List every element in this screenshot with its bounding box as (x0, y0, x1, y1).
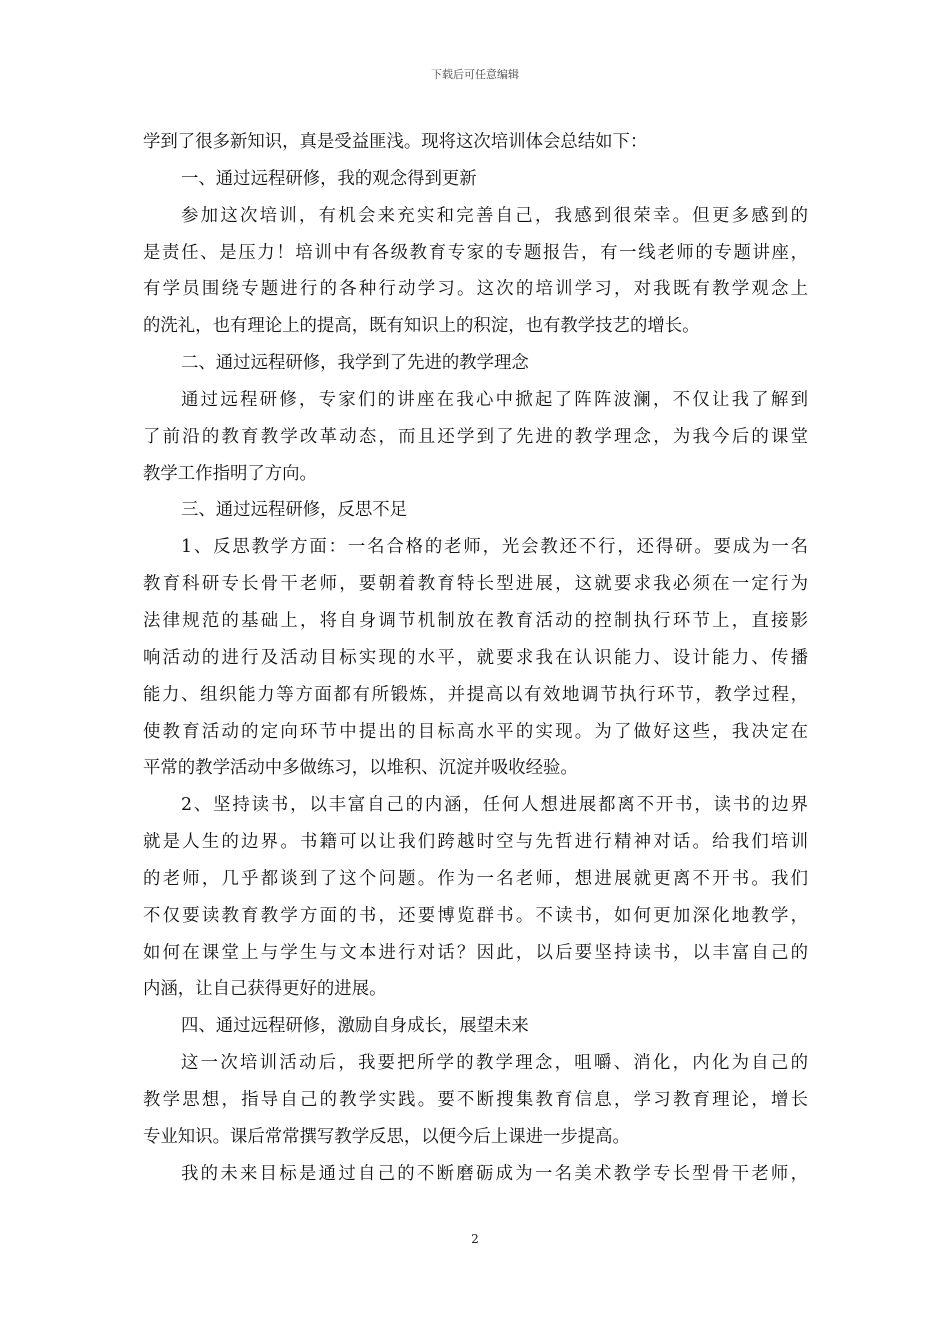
document-body (143, 124, 808, 1192)
text-line: 四、通过远程研修，激励自身成长，展望未来 (181, 1016, 529, 1037)
text-line: 是责任、是压力！培训中有各级教育专家的专题报告，有一线老师的专题讲座， (143, 242, 808, 263)
text-line: 如何在课堂上与学生与文本进行对话？因此，以后要坚持读书，以丰富自己的 (143, 942, 808, 963)
text-line: 响活动的进行及活动目标实现的水平，就要求我在认识能力、设计能力、传播 (143, 647, 808, 668)
text-line: 二、通过远程研修，我学到了先进的教学理念 (181, 353, 529, 374)
text-line: 通过远程研修，专家们的讲座在我心中掀起了阵阵波澜，不仅让我了解到 (181, 389, 808, 410)
text-line: 参加这次培训，有机会来充实和完善自己，我感到很荣幸。但更多感到的 (181, 205, 808, 226)
text-line: 不仅要读教育教学方面的书，还要博览群书。不读书，如何更加深化地教学， (143, 905, 808, 926)
text-line: 了前沿的教育教学改革动态，而且还学到了先进的教学理念，为我今后的课堂 (143, 426, 808, 447)
text-line: 1、反思教学方面：一名合格的老师，光会教还不行，还得研。要成为一名 (181, 537, 808, 558)
text-line: 有学员围绕专题进行的各种行动学习。这次的培训学习，对我既有教学观念上 (143, 279, 808, 300)
text-line: 就是人生的边界。书籍可以让我们跨越时空与先哲进行精神对话。给我们培训 (143, 832, 808, 853)
text-line: 我的未来目标是通过自己的不断磨砺成为一名美术教学专长型骨干老师， (181, 1163, 808, 1184)
text-line: 使教育活动的定向环节中提出的目标高水平的实现。为了做好这些，我决定在 (143, 721, 808, 742)
text-line: 三、通过远程研修，反思不足 (181, 500, 408, 521)
page-header: 下载后可任意编辑 (431, 68, 519, 81)
text-line: 的洗礼，也有理论上的提高，既有知识上的积淀，也有教学技艺的增长。 (143, 316, 700, 337)
text-line: 能力、组织能力等方面都有所锻炼，并提高以有效地调节执行环节，教学过程， (143, 684, 808, 705)
text-line: 这一次培训活动后，我要把所学的教学理念，咀嚼、消化，内化为自己的 (181, 1053, 808, 1074)
text-line: 专业知识。课后常常撰写教学反思，以便今后上课进一步提高。 (143, 1126, 630, 1147)
page-number: 2 (471, 1232, 479, 1246)
text-line: 教育科研专长骨干老师，要朝着教育特长型进展，这就要求我必须在一定行为 (143, 574, 808, 595)
text-line: 一、通过远程研修，我的观念得到更新 (181, 168, 477, 189)
text-line: 平常的教学活动中多做练习，以堆积、沉淀并吸收经验。 (143, 758, 578, 779)
text-line: 教学思想，指导自己的教学实践。要不断搜集教育信息，学习教育理论，增长 (143, 1089, 808, 1110)
text-line: 内涵，让自己获得更好的进展。 (143, 979, 387, 1000)
text-line: 教学工作指明了方向。 (143, 463, 317, 484)
text-line: 的老师，几乎都谈到了这个问题。作为一名老师，想进展就更离不开书。我们 (143, 868, 808, 889)
text-line: 2、坚持读书，以丰富自己的内涵，任何人想进展都离不开书，读书的边界 (181, 795, 808, 816)
text-line: 法律规范的基础上，将自身调节机制放在教育活动的控制执行环节上，直接影 (143, 610, 808, 631)
text-line: 学到了很多新知识，真是受益匪浅。现将这次培训体会总结如下： (143, 132, 648, 152)
